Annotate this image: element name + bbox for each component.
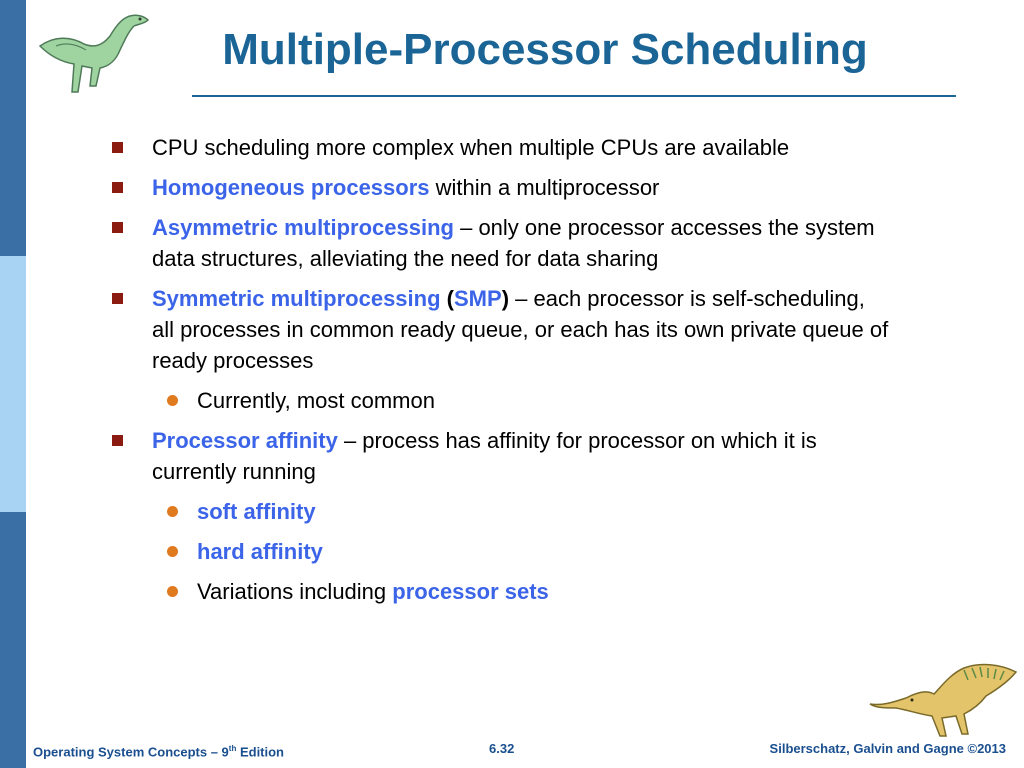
bullet-item [112, 172, 892, 203]
bullet-text: Currently, most common [197, 388, 435, 413]
bullet-item [112, 425, 892, 487]
footer-book-title-prefix: Operating System Concepts – 9 [33, 744, 229, 760]
round-bullet-icon [167, 395, 178, 406]
bullet-text: CPU scheduling more complex when multiple CPUs are available [152, 135, 790, 160]
bullet-text: ( [440, 286, 454, 311]
dinosaur-icon [36, 6, 158, 98]
footer-page-number: 6.32 [489, 741, 515, 756]
bullet-item [112, 283, 892, 376]
bullet-text: Variations including [197, 579, 393, 604]
round-bullet-icon [167, 586, 178, 597]
bullet-list [112, 132, 892, 616]
round-bullet-icon [167, 546, 178, 557]
sidebar-stripe [0, 0, 26, 768]
title-underline [192, 95, 956, 97]
highlighted-term: hard affinity [197, 539, 323, 564]
square-bullet-icon [112, 182, 123, 193]
highlighted-term: Symmetric multiprocessing [152, 286, 441, 311]
round-bullet-icon [167, 506, 178, 517]
sub-bullet-item [112, 385, 892, 416]
highlighted-term: processor sets [392, 579, 549, 604]
highlighted-term: SMP [454, 286, 502, 311]
square-bullet-icon [112, 293, 123, 304]
footer-book-title [33, 741, 284, 760]
sub-bullet-item [112, 496, 892, 527]
footer-book-title-suffix: Edition [236, 744, 285, 760]
bullet-text: – process has affinity for processor on which it is currently running [152, 428, 817, 484]
highlighted-term: Asymmetric multiprocessing [152, 215, 454, 240]
square-bullet-icon [112, 142, 123, 153]
highlighted-term: Homogeneous processors [152, 175, 430, 200]
slide-title: Multiple-Processor Scheduling [222, 25, 868, 74]
highlighted-term: Processor affinity [152, 428, 338, 453]
sidebar-segment-light [0, 256, 26, 512]
sidebar-segment-dark [0, 512, 26, 768]
square-bullet-icon [112, 435, 123, 446]
footer-authors: Silberschatz, Galvin and Gagne ©2013 [769, 741, 1006, 756]
sidebar-segment-dark [0, 0, 26, 256]
sub-bullet-item [112, 576, 892, 607]
bullet-text: within a multiprocessor [429, 175, 660, 200]
bullet-text: – only one processor accesses the system data structures, alleviating the need for data sharing [152, 215, 875, 271]
sub-bullet-item [112, 536, 892, 567]
bullet-item [112, 212, 892, 274]
bullet-text: – each processor is self-scheduling, all processes in common ready queue, or each has its own private queue of ready processes [152, 286, 889, 373]
bullet-text: ) [501, 286, 510, 311]
bullet-item [112, 132, 892, 163]
square-bullet-icon [112, 222, 123, 233]
footer-book-title-sup: th [228, 744, 237, 753]
dinosaur-icon [868, 660, 1020, 738]
highlighted-term: soft affinity [197, 499, 316, 524]
